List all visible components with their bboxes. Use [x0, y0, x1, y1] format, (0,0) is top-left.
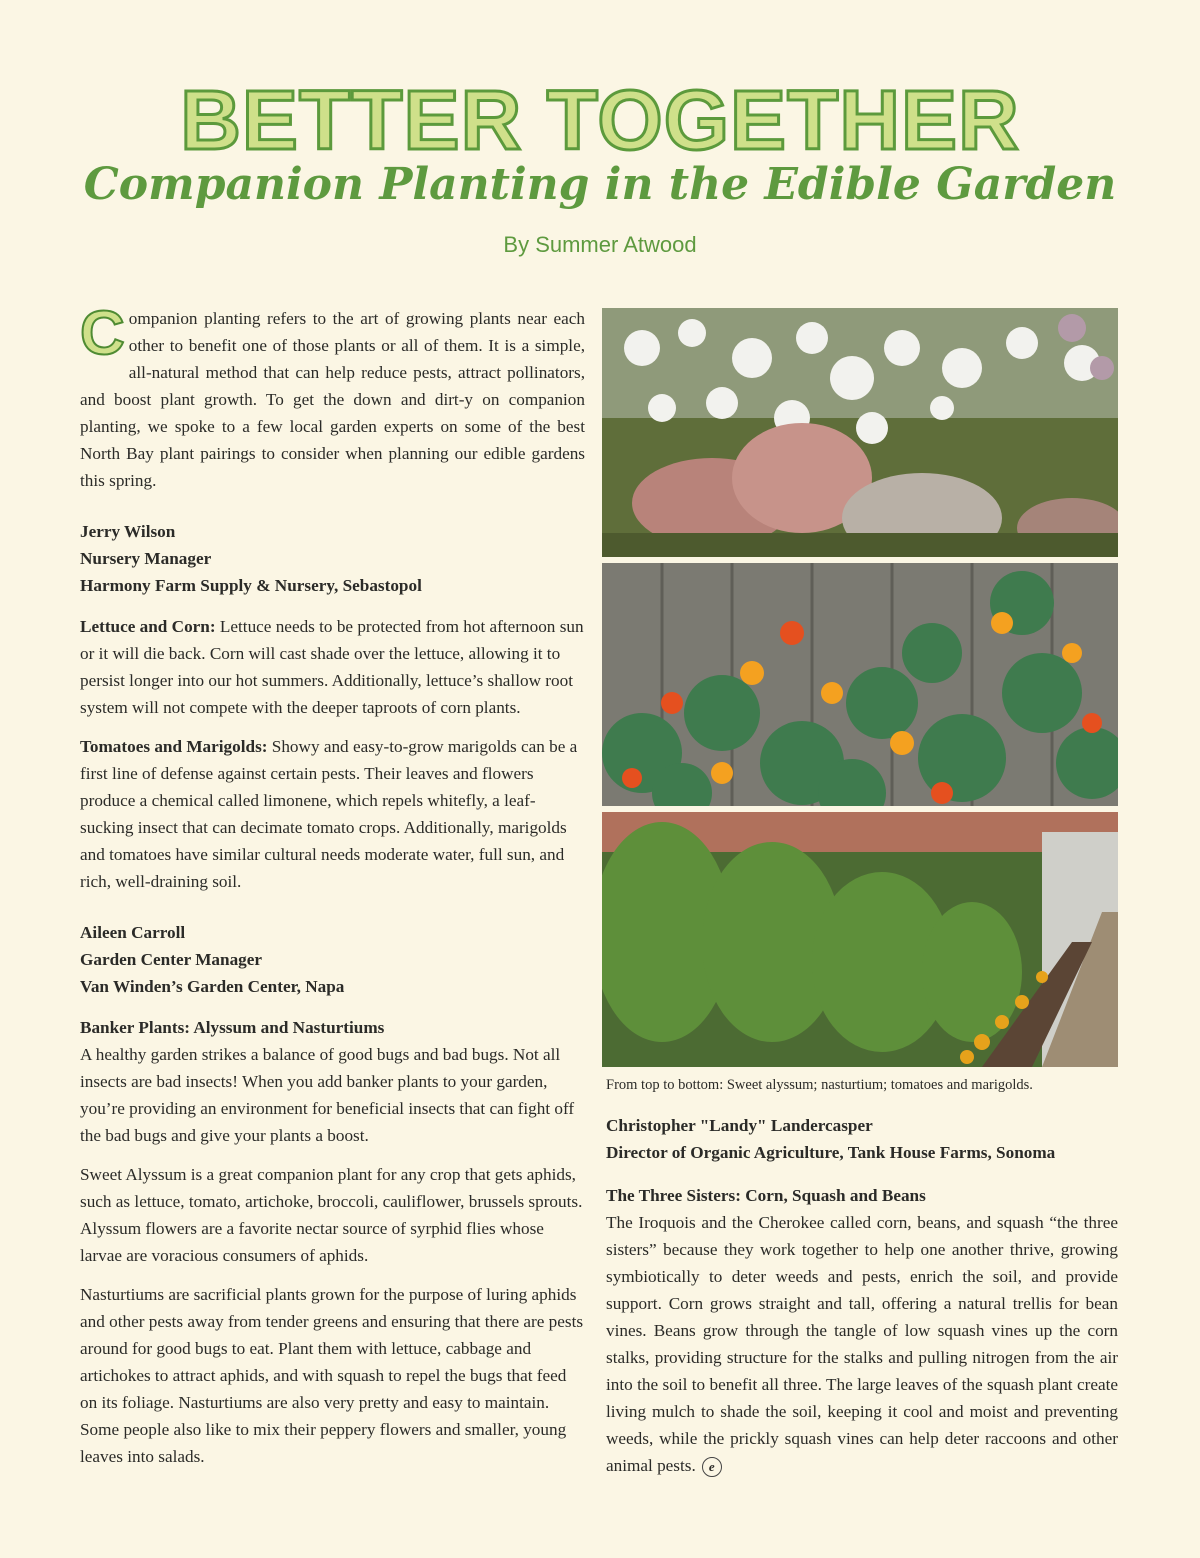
byline: By Summer Atwood: [503, 232, 697, 257]
expert-org: Harmony Farm Supply & Nursery, Sebastopol: [80, 576, 422, 595]
expert-role: Garden Center Manager: [80, 950, 263, 969]
tip-tomatoes-marigolds: [80, 733, 585, 895]
drop-cap: C: [80, 299, 125, 368]
tip-lettuce-corn: [80, 613, 585, 721]
nasturtium-paragraph: Nasturtiums are sacrificial plants grown for the purpose of luring aphids and other pests away from tender greens and ensuring that there are pests around for good bugs to eat. Plant them with lettuce, cabbage and artichokes to attract aphids, and with squash to repel the bugs that feed on its foliage. Nasturtiums are also very pretty and easy to maintain. Some people also like to mix their peppery flowers and smaller, young leaves into salads.: [80, 1285, 584, 1466]
tip-heading: Lettuce and Corn:: [80, 617, 216, 636]
banker-plants-section: [80, 1014, 585, 1149]
photo-tomatoes-marigolds: [602, 812, 1118, 1067]
tip-text: Lettuce needs to be protected from hot afternoon sun or it will die back. Corn will cast shade over the lettuce, allowing it to persist longer into our hot summers. Additionally, lettuce’s shallow root system will not compete with the deeper taproots of corn plants.: [80, 617, 584, 717]
photo-caption: From top to bottom: Sweet alyssum; nasturtium; tomatoes and marigolds.: [606, 1077, 1033, 1093]
end-of-article-icon: e: [702, 1457, 722, 1477]
paragraph-text: A healthy garden strikes a balance of good bugs and bad bugs. Not all insects are bad insects! When you add banker plants to your garden, you’re providing an environment for beneficial insects that can fight off the bad bugs and give your plants a boost.: [80, 1045, 575, 1145]
right-column: [606, 1112, 1118, 1479]
tip-heading: Tomatoes and Marigolds:: [80, 737, 268, 756]
expert-role: Nursery Manager: [80, 549, 212, 568]
intro-text: ompanion planting refers to the art of growing plants near each other to benefit one of those plants or all of them. It is a simple, all-natural method that can help reduce pests, attract pollinators, and boost plant growth. To get the down and dirt-y on companion planting, we spoke to a few local garden experts on some of the best North Bay plant pairings to consider when planning our edible gardens this spring.: [80, 309, 585, 490]
expert-org: Van Winden’s Garden Center, Napa: [80, 977, 345, 996]
alyssum-paragraph: Sweet Alyssum is a great companion plant for any crop that gets aphids, such as lettuce, tomato, artichoke, broccoli, cauliflower, brussels sprouts. Alyssum flowers are a favorite nectar source of syrphid flies whose larvae are voracious consumers of aphids.: [80, 1165, 583, 1265]
left-column: [80, 299, 585, 1482]
photo-sweet-alyssum: [602, 308, 1118, 557]
article-subtitle: Companion Planting in the Edible Garden: [83, 159, 1117, 210]
expert-aileen-carroll: [80, 919, 585, 1000]
three-sisters-paragraph: [606, 1209, 1118, 1479]
section-heading: Banker Plants: Alyssum and Nasturtiums: [80, 1018, 385, 1037]
photo-stack: [602, 308, 1118, 1073]
section-heading: The Three Sisters: Corn, Squash and Beans: [606, 1186, 926, 1205]
paragraph-text: The Iroquois and the Cherokee called corn, beans, and squash “the three sisters” because they work together to help one another thrive, growing symbiotically to deter weeds and pests, enrich the soil, and provide support. Corn grows straight and tall, offering a natural trellis for bean vines. Beans grow through the tangle of low squash vines up the corn stalks, providing structure for the stalks and pulling nitrogen from the air into the soil to benefit all three. The large leaves of the squash plant create living mulch to shade the soil, keeping it cool and moist and preventing weeds, while the prickly squash vines can help deter raccoons and other animal pests.: [606, 1213, 1118, 1475]
expert-name: Jerry Wilson: [80, 522, 176, 541]
photo-nasturtium: [602, 563, 1118, 806]
expert-name: Aileen Carroll: [80, 923, 186, 942]
expert-jerry-wilson: [80, 518, 585, 599]
tip-text: Showy and easy-to-grow marigolds can be a first line of defense against certain pests. Their leaves and flowers produce a chemical called limonene, which repels whitefly, a leaf-sucking insect that can decimate tomato crops. Additionally, marigolds and tomatoes have similar cultural needs moderate water, full sun, and rich, well-draining soil.: [80, 737, 578, 891]
intro-paragraph: [80, 299, 585, 494]
expert-name: Christopher "Landy" Landercasper: [606, 1116, 873, 1135]
expert-role-org: Director of Organic Agriculture, Tank House Farms, Sonoma: [606, 1143, 1056, 1162]
expert-landercasper: [606, 1112, 1118, 1166]
article-title: BETTER TOGETHER: [180, 73, 1020, 167]
